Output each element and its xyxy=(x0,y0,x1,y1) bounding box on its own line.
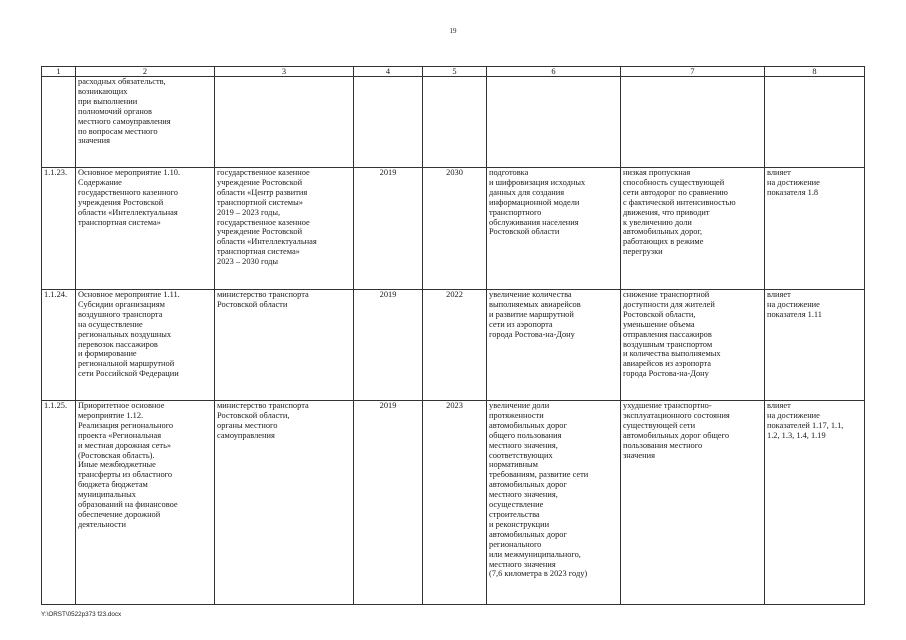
column-number-header: 8 xyxy=(765,67,865,77)
column-number-header: 3 xyxy=(215,67,354,77)
non-implementation-consequences: снижение транспортной доступности для жителей Ростовской области, уменьшение объема отправления пассажиров воздушным транспортом и количества выполняемых авиарейсов из аэропорта города Ростова-на-Дону xyxy=(621,290,765,401)
indicator-link: влияет на достижение показателей 1.17, 1.1, 1.2, 1.3, 1.4, 1.19 xyxy=(765,401,865,605)
expected-result: увеличение количества выполняемых авиарейсов и развитие маршрутной сети из аэропорта города Ростова-на-Дону xyxy=(487,290,621,401)
measure-name: Основное мероприятие 1.10. Содержание государственного казенного учреждения Ростовской области «Интеллектуальная транспортная система» xyxy=(76,168,215,290)
column-number-header: 2 xyxy=(76,67,215,77)
start-year: 2019 xyxy=(354,168,423,290)
table-row xyxy=(42,290,865,401)
responsible-executor: министерство транспорта Ростовской области xyxy=(215,290,354,401)
column-number-header: 5 xyxy=(423,67,487,77)
end-year: 2022 xyxy=(423,290,487,401)
end-year: 2030 xyxy=(423,168,487,290)
row-number: 1.1.24. xyxy=(42,290,76,401)
non-implementation-consequences: низкая пропускная способность существующей сети автодорог по сравнению с фактической интенсивностью движения, что приводит к увеличению доли автомобильных дорог, работающих в режиме перегрузки xyxy=(621,168,765,290)
end-year: 2023 xyxy=(423,401,487,605)
start-year xyxy=(354,77,423,168)
measure-name: расходных обязательств, возникающих при выполнении полномочий органов местного самоуправления по вопросам местного значения xyxy=(76,77,215,168)
column-number-header: 6 xyxy=(487,67,621,77)
expected-result: увеличение доли протяженности автомобильных дорог общего пользования местного значения, соответствующих нормативным требованиям, развитие сети автомобильных дорог местного значения, осуществление строительства и реконструкции автомобильных дорог регионального или межмуниципального, местного значения (7,6 километра в 2023 году) xyxy=(487,401,621,605)
file-path-footer: Y:\ORST\0522p373 f23.docx xyxy=(41,611,122,618)
indicator-link: влияет на достижение показателя 1.8 xyxy=(765,168,865,290)
expected-result: подготовка и шифровизация исходных данных для создания информационной модели транспортного обслуживания населения Ростовской области xyxy=(487,168,621,290)
row-number xyxy=(42,77,76,168)
responsible-executor: министерство транспорта Ростовской области, органы местного самоуправления xyxy=(215,401,354,605)
end-year xyxy=(423,77,487,168)
table-header-row xyxy=(42,67,865,77)
responsible-executor xyxy=(215,77,354,168)
indicator-link: влияет на достижение показателя 1.11 xyxy=(765,290,865,401)
indicator-link xyxy=(765,77,865,168)
page-number: 19 xyxy=(449,27,457,35)
row-number: 1.1.23. xyxy=(42,168,76,290)
table-row xyxy=(42,77,865,168)
responsible-executor: государственное казенное учреждение Ростовской области «Центр развития транспортной системы» 2019 – 2023 годы, государственное казенное учреждение Ростовской области «Интеллектуальная транспортная система» 2023 – 2030 годы xyxy=(215,168,354,290)
measure-name: Приоритетное основное мероприятие 1.12. Реализация регионального проекта «Региональная и местная дорожная сеть» (Ростовская область). Иные межбюджетные трансферты из областного бюджета бюджетам муниципальных образований на финансовое обеспечение дорожной деятельности xyxy=(76,401,215,605)
non-implementation-consequences xyxy=(621,77,765,168)
table-row xyxy=(42,401,865,605)
column-number-header: 7 xyxy=(621,67,765,77)
expected-result xyxy=(487,77,621,168)
start-year: 2019 xyxy=(354,290,423,401)
measure-name: Основное мероприятие 1.11. Субсидии организациям воздушного транспорта на осуществление региональных воздушных перевозок пассажиров и формирование региональной маршрутной сети Российской Федерации xyxy=(76,290,215,401)
column-number-header: 1 xyxy=(42,67,76,77)
non-implementation-consequences: ухудшение транспортно- эксплуатационного состояния существующей сети автомобильных дорог общего пользования местного значения xyxy=(621,401,765,605)
table-row xyxy=(42,168,865,290)
measures-table xyxy=(41,66,865,605)
start-year: 2019 xyxy=(354,401,423,605)
column-number-header: 4 xyxy=(354,67,423,77)
row-number: 1.1.25. xyxy=(42,401,76,605)
